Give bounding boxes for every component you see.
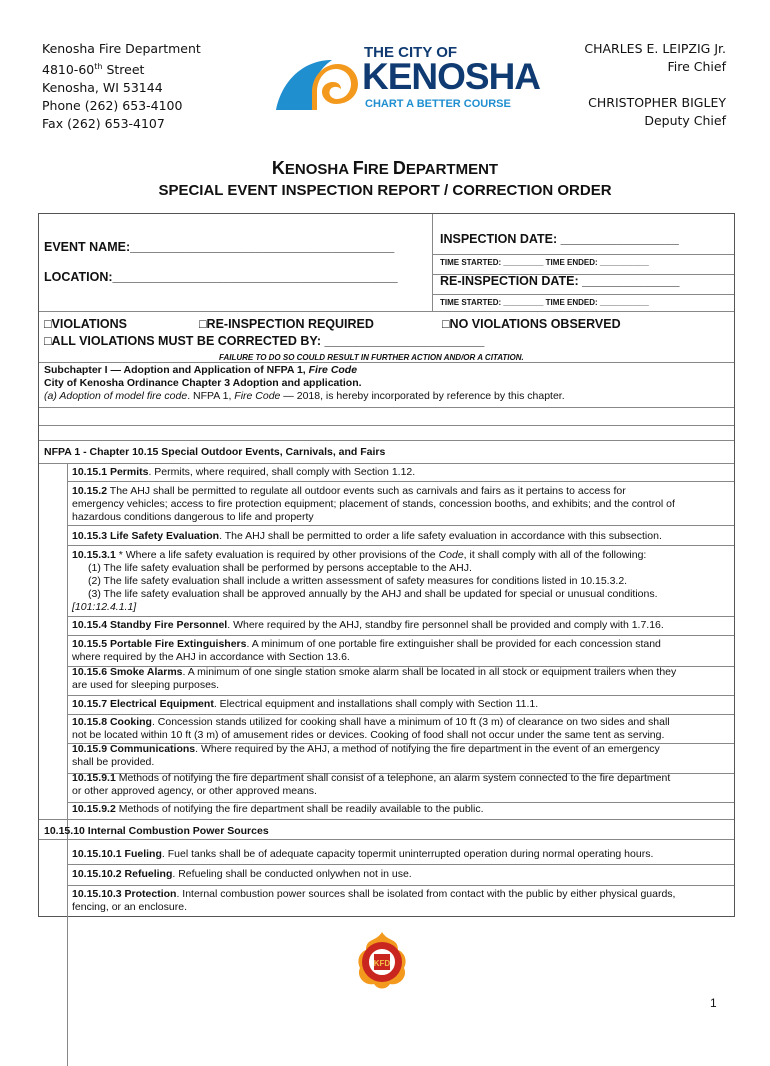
deputy-chief-title: Deputy Chief bbox=[644, 113, 726, 128]
item-10-15-9-1: 10.15.9.1 Methods of notifying the fire department shall consist of a telephone, an alarm system connected to the fire department or other approved agency, or other approved means. bbox=[72, 772, 671, 797]
fax: Fax (262) 653-4107 bbox=[42, 116, 165, 132]
item-10-15-9: 10.15.9 Communications. Where required by the AHJ, a method of notifying the fire department in the event of an emergency shall be provided. bbox=[72, 743, 660, 768]
street-address: 4810-60th Street bbox=[42, 62, 145, 78]
item-10-15-4: 10.15.4 Standby Fire Personnel. Where required by the AHJ, standby fire personnel shall be provided and comply with 1.7.16. bbox=[72, 619, 664, 631]
section-header: NFPA 1 - Chapter 10.15 Special Outdoor Events, Carnivals, and Fairs bbox=[44, 446, 386, 458]
chief-title: Fire Chief bbox=[667, 59, 726, 74]
item-10-15-10-3: 10.15.10.3 Protection. Internal combustion power sources shall be isolated from contact with the public by either physical guards, fencing, or an enclosure. bbox=[72, 888, 676, 913]
deputy-chief-name: CHRISTOPHER BIGLEY bbox=[588, 95, 726, 110]
item-10-15-10-2: 10.15.10.2 Refueling. Refueling shall be conducted onlywhen not in use. bbox=[72, 868, 412, 880]
inspection-time-fields[interactable]: TIME STARTED: _________ TIME ENDED: ___________ bbox=[440, 258, 649, 267]
location-field[interactable]: LOCATION:_________________________________________ bbox=[44, 270, 398, 284]
city-logo bbox=[272, 38, 541, 116]
chief-block bbox=[506, 40, 726, 130]
svg-text:KFD: KFD bbox=[373, 959, 391, 968]
all-violations-corrected-field[interactable]: □ALL VIOLATIONS MUST BE CORRECTED BY: _______________________ bbox=[44, 334, 485, 348]
subsection-header: 10.15.10 Internal Combustion Power Sources bbox=[44, 825, 269, 837]
item-10-15-9-2: 10.15.9.2 Methods of notifying the fire department shall be readily available to the public. bbox=[72, 803, 484, 815]
logo-line-1: THE CITY OF bbox=[364, 44, 458, 61]
logo-line-2: KENOSHA bbox=[362, 56, 541, 97]
subchapter-block: Subchapter I — Adoption and Application of NFPA 1, Fire Code City of Kenosha Ordinance Chapter 3 Adoption and application. (a) Adoption of model fire code. NFPA 1, Fire Code — 2018, is hereby incorporated by reference by this chapter. bbox=[44, 364, 565, 402]
city-state-zip: Kenosha, WI 53144 bbox=[42, 80, 163, 96]
item-10-15-2: 10.15.2 The AHJ shall be permitted to regulate all outdoor events such as carnivals and fairs as it pertains to access for emergency vehicles; access to fire protection equipment; placement of stands, concession booths, and exhibits; and the control of hazardous conditions dangerous to life and property bbox=[72, 485, 675, 523]
wave-logo-icon bbox=[272, 52, 362, 114]
item-10-15-5: 10.15.5 Portable Fire Extinguishers. A minimum of one portable fire extinguisher shall be provided for each concession stand where required by the AHJ in accordance with Section 13.6. bbox=[72, 638, 661, 663]
item-10-15-10-1: 10.15.10.1 Fueling. Fuel tanks shall be of adequate capacity topermit uninterrupted operation during normal operating hours. bbox=[72, 848, 654, 860]
violations-checkbox[interactable]: □VIOLATIONS bbox=[44, 317, 128, 331]
document-title-line-2: SPECIAL EVENT INSPECTION REPORT / CORRECTION ORDER bbox=[158, 182, 612, 199]
item-10-15-6: 10.15.6 Smoke Alarms. A minimum of one single station smoke alarm shall be located in all stock or equipment trailers when they are used for sleeping purposes. bbox=[72, 666, 677, 691]
item-10-15-1: 10.15.1 Permits. Permits, where required, shall comply with Section 1.12. bbox=[72, 466, 416, 478]
document-title-line-1: KENOSHA FIRE DEPARTMENT bbox=[271, 158, 499, 178]
chief-name: CHARLES E. LEIPZIG Jr. bbox=[584, 41, 726, 56]
item-10-15-3: 10.15.3 Life Safety Evaluation. The AHJ shall be permitted to order a life safety evaluation in accordance with this subsection. bbox=[72, 530, 662, 542]
item-10-15-8: 10.15.8 Cooking. Concession stands utilized for cooking shall have a minimum of 10 ft (3 m) of clearance on two sides and shall not be located within 10 ft (3 m) of amusement rides or devices. Cooking of food shall not occur under the same tent as serving. bbox=[72, 716, 670, 741]
department-address bbox=[42, 40, 262, 133]
page-number: 1 bbox=[710, 996, 717, 1010]
item-10-15-3-1: 10.15.3.1 * Where a life safety evaluation is required by other provisions of the Code, it shall comply with all of the following: (1) The life safety evaluation shall be performed by persons acceptable to the AHJ. (2) The life safety evaluation shall include a written assessment of safety measures for conditions listed in 10.15.3.2. (3) The life safety evaluation shall be approved annually by the AHJ and shall be updated for special or unusual conditions. [101:12.4.1.1] bbox=[72, 549, 658, 613]
phone: Phone (262) 653-4100 bbox=[42, 98, 183, 114]
reinspection-time-fields[interactable]: TIME STARTED: _________ TIME ENDED: ___________ bbox=[440, 298, 649, 307]
inspection-date-field[interactable]: INSPECTION DATE: _________________ bbox=[440, 232, 679, 246]
logo-tagline: CHART A BETTER COURSE bbox=[365, 98, 511, 110]
event-name-field[interactable]: EVENT NAME:______________________________________ bbox=[44, 240, 395, 254]
failure-note: FAILURE TO DO SO COULD RESULT IN FURTHER ACTION AND/OR A CITATION. bbox=[219, 353, 524, 362]
fire-department-badge-icon bbox=[354, 930, 410, 990]
department-name: Kenosha Fire Department bbox=[42, 41, 201, 56]
item-10-15-7: 10.15.7 Electrical Equipment. Electrical equipment and installations shall comply with Section 11.1. bbox=[72, 698, 539, 710]
reinspection-required-checkbox[interactable]: □RE-INSPECTION REQUIRED bbox=[199, 317, 374, 331]
no-violations-checkbox[interactable]: □NO VIOLATIONS OBSERVED bbox=[442, 317, 621, 331]
reinspection-date-field[interactable]: RE-INSPECTION DATE: ______________ bbox=[440, 274, 680, 288]
